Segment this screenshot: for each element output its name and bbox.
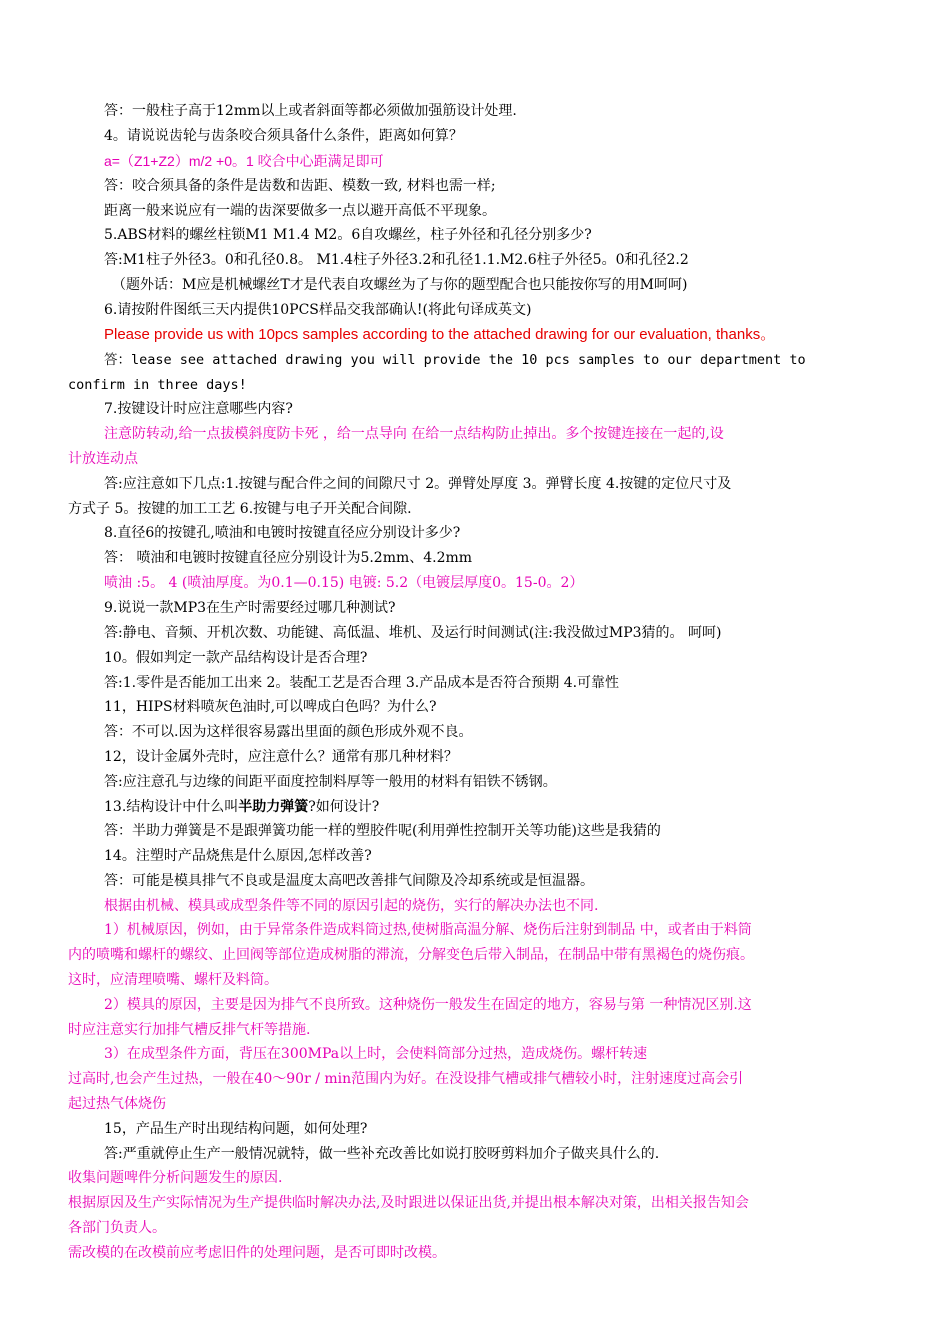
note-line: 时应注意实行加排气槽反排气杆等措施. [68,1022,311,1038]
answer-line: 答：lease see attached drawing you will provide the 10 pcs samples to our department to [104,352,806,368]
note-line: 收集问题啤件分析问题发生的原因. [68,1170,283,1186]
answer-line: 答:应注意如下几点:1.按键与配合件之间的间隙尺寸 2。弹臂处厚度 3。弹臂长度 4.按键的定位尺寸及 [104,476,732,492]
question-line [104,797,890,817]
question-line: 10。假如判定一款产品结构设计是否合理? [104,650,368,666]
answer-line: 距离一般来说应有一端的齿深要做多一点以避开高低不平现象。 [104,203,496,219]
answer-line: 答：半助力弹簧是不是跟弹簧功能一样的塑胶件呢(利用弹性控制开关等功能)这些是我猜的 [104,823,661,839]
question-line: 12，设计金属外壳时，应注意什么？通常有那几种材料？ [104,749,458,765]
note-line: 这时，应清理喷嘴、螺杆及料筒。 [68,972,278,988]
note-line: 根据原因及生产实际情况为生产提供临时解决办法,及时跟进以保证出货,并提出根本解决对策，出相关报告知会 [68,1195,749,1211]
note-line: 过高时,也会产生过热，一般在40～90r / min范围内为好。在没设排气槽或排气槽较小时，注射速度过高会引 [68,1071,744,1087]
note-line: 各部门负责人。 [68,1220,166,1236]
note-line: 3）在成型条件方面，背压在300MPa以上时，会使料筒部分过热，造成烧伤。螺杆转速 [104,1046,648,1062]
answer-line: confirm in three days! [68,377,247,393]
answer-line: 答：一般柱子高于12mm以上或者斜面等都必须做加强筋设计处理. [104,103,517,119]
answer-line: 答:1.零件是否能加工出来 2。装配工艺是否合理 3.产品成本是否符合预期 4.可靠性 [104,675,620,691]
note-line: （题外话：M应是机械螺丝T才是代表自攻螺丝为了与你的题型配合也只能按你写的用M呵呵) [112,277,688,293]
question-text: ?如何设计? [308,799,380,815]
note-line: 根据由机械、模具或成型条件等不同的原因引起的烧伤，实行的解决办法也不同. [104,898,599,914]
translation-line: Please provide us with 10pcs samples according to the attached drawing for our evaluation, thanks。 [104,326,776,343]
question-text: 13.结构设计中什么叫 [104,799,239,815]
question-line: 4。请说说齿轮与齿条咬合须具备什么条件，距离如何算？ [104,128,463,144]
answer-line: 答:静电、音频、开机次数、功能键、高低温、堆机、及运行时间测试(注:我没做过MP3猜的。 呵呵) [104,625,722,641]
formula-line: a=（Z1+Z2）m/2 +0。1 咬合中心距满足即可 [104,153,384,169]
question-line: 7.按键设计时应注意哪些内容? [104,401,293,417]
answer-line: 答：可能是模具排气不良或是温度太高吧改善排气间隙及冷却系统或是恒温器。 [104,873,594,889]
answer-line: 答：不可以.因为这样很容易露出里面的颜色形成外观不良。 [104,724,473,740]
question-line: 15，产品生产时出现结构问题，如何处理? [104,1121,368,1137]
answer-line: 答:严重就停止生产一般情况就特，做一些补充改善比如说打胶呀剪料加介子做夹具什么的. [104,1146,660,1162]
question-line: 14。注塑时产品烧焦是什么原因,怎样改善? [104,848,372,864]
note-line: 需改模的在改模前应考虑旧件的处理问题，是否可即时改模。 [68,1245,446,1261]
answer-line: 答： 喷油和电镀时按键直径应分别设计为5.2mm、4.2mm [104,550,473,566]
question-line: 9.说说一款MP3在生产时需要经过哪几种测试? [104,600,396,616]
note-line: 内的喷嘴和螺杆的螺纹、止回阀等部位造成树脂的滞流，分解变色后带入制品，在制品中带有黑褐色的烧伤痕。 [68,947,754,963]
note-line: 2）模具的原因，主要是因为排气不良所致。这种烧伤一般发生在固定的地方，容易与第 一种情况区别.这 [104,997,752,1013]
question-line: 11，HIPS材料喷灰色油时,可以啤成白色吗？为什么? [104,699,437,715]
answer-line: 答:应注意孔与边缘的间距平面度控制料厚等一般用的材料有铝铁不锈钢。 [104,774,557,790]
answer-line: 方式子 5。按键的加工工艺 6.按键与电子开关配合间隙. [68,501,412,517]
answer-line: 答：咬合须具备的条件是齿数和齿距、模数一致, 材料也需一样; [104,178,496,194]
note-line: 1）机械原因，例如，由于异常条件造成料筒过热,使树脂高温分解、烧伤后注射到制品 中，或者由于料筒 [104,922,752,938]
note-line: 注意防转动,给一点拔模斜度防卡死 ，给一点导向 在给一点结构防止掉出。多个按键连接在一起的,设 [104,426,724,442]
note-line: 计放连动点 [68,451,138,467]
question-line: 5.ABS材料的螺丝柱锁M1 M1.4 M2。6自攻螺丝，柱子外径和孔径分别多少? [104,227,592,243]
note-line: 喷油 :5。 4 (喷油厚度。为0.1—0.15) 电镀: 5.2（电镀层厚度0。15-0。2） [104,575,584,591]
question-line: 6.请按附件图纸三天内提供10PCS样品交我部确认!(将此句译成英文) [104,302,532,318]
note-line: 起过热气体烧伤 [68,1096,166,1112]
answer-line: 答:M1柱子外径3。0和孔径0.8。 M1.4柱子外径3.2和孔径1.1.M2.6柱子外径5。0和孔径2.2 [104,252,689,268]
bold-term: 半助力弹簧 [238,798,309,814]
question-line: 8.直径6的按键孔,喷油和电镀时按键直径应分别设计多少? [104,525,461,541]
